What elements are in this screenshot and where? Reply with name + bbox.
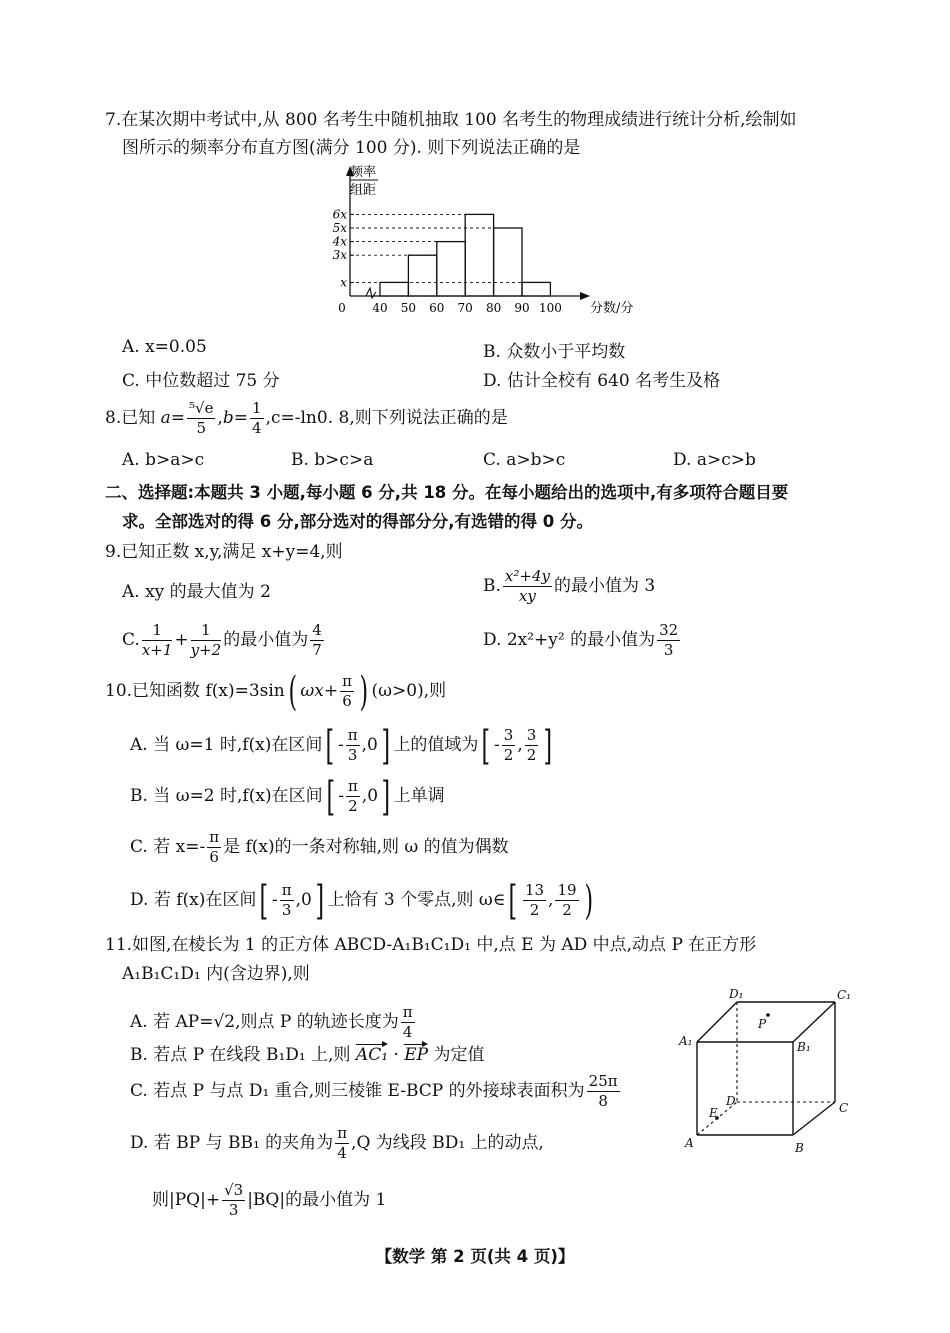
- q9-option-b: B. $\frac{\text{x²+4y}}{xy}$ 的最小值为 3: [483, 567, 656, 605]
- cube-label-c: C: [839, 1101, 849, 1115]
- x-tick-label-50: 50: [400, 301, 417, 315]
- x-tick-label-60: 60: [429, 301, 445, 315]
- page-footer: 【数学 第 2 页(共 4 页)】: [375, 1247, 575, 1266]
- q8-stem: 8.已知 a= $\frac{\text{⁵√e}}{5}$ ,b= $\frac{1}{4}$ ,c=-ln0. 8,则下列说法正确的是: [105, 399, 508, 437]
- cube-edge-a1d1: [697, 1002, 737, 1042]
- cube-label-d: D: [726, 1094, 736, 1108]
- q8-lead: 8.已知: [105, 408, 156, 428]
- y-tick-label-6x: 6x: [332, 207, 347, 222]
- y-tick-label-3x: 3x: [332, 248, 347, 263]
- q11-stem-line1: 11.如图,在棱长为 1 的正方体 ABCD-A₁B₁C₁D₁ 中,点 E 为 AD 中点,动点 P 在正方形: [105, 935, 757, 955]
- x-tick-label-0: 0: [338, 301, 346, 315]
- cube-label-b: B: [795, 1141, 804, 1155]
- cube-label-d1: D₁: [729, 987, 744, 1001]
- y-axis-label-denominator: 组距: [350, 183, 377, 198]
- q10-stem: 10.已知函数 f(x)=3sin( ωx+ $\frac{\pi}{6}$ ) (ω>0),则: [105, 668, 447, 715]
- q7-option-d: D. 估计全校有 640 名考生及格: [483, 371, 721, 391]
- x-tick-label-70: 70: [457, 301, 473, 315]
- cube-label-e: E: [709, 1106, 718, 1120]
- x-tick-label-100: 100: [538, 301, 562, 315]
- x-tick-label-40: 40: [372, 301, 388, 315]
- q10-option-b: B. 当 ω=2 时,f(x)在区间[ - $\frac{\pi}{2}$ ,0] 上单调: [130, 773, 445, 820]
- q7-stem-line1: 7.在某次期中考试中,从 800 名考生中随机抽取 100 名考生的物理成绩进行统计分析,绘制如: [105, 110, 797, 130]
- q8-option-a: A. b>a>c: [122, 450, 205, 470]
- histogram-bar-40-50: [380, 282, 408, 296]
- histogram-bar-50-60: [408, 255, 436, 296]
- q9-option-a: A. xy 的最大值为 2: [122, 582, 271, 602]
- cube-figure: [675, 985, 860, 1160]
- cube-label-a1: A₁: [679, 1034, 693, 1048]
- q11-stem-line2: A₁B₁C₁D₁ 内(含边界),则: [122, 964, 310, 984]
- q8-b-denominator: 4: [252, 419, 262, 437]
- section2-heading-line2: 求。全部选对的得 6 分,部分选对的得部分分,有选错的得 0 分。: [122, 512, 593, 531]
- y-tick-label-1x: x: [340, 275, 347, 290]
- y-tick-label-5x: 5x: [332, 221, 347, 235]
- q8-b-numerator: 1: [252, 399, 262, 417]
- q11-option-a: A. 若 AP=√2,则点 P 的轨迹长度为 $\frac{\pi}{4}$: [130, 1003, 413, 1041]
- cube-edge-bc: [793, 1102, 835, 1135]
- q7-option-c: C. 中位数超过 75 分: [122, 371, 280, 391]
- cube-label-p: P: [758, 1017, 767, 1031]
- section2-heading-line1: 二、选择题:本题共 3 小题,每小题 6 分,共 18 分。在每小题给出的选项中,有多项符合题目要: [105, 483, 789, 502]
- q10-option-a: A. 当 ω=1 时,f(x)在区间[ - $\frac{\pi}{3}$ ,0] 上的值域为[ - $\frac{3}{2}$ , $\frac{3}{2}$ ]: [130, 722, 553, 769]
- histogram-tick-labels: [332, 207, 562, 315]
- q10-option-d: D. 若 f(x)在区间[ - $\frac{\pi}{3}$ ,0] 上恰有 3 个零点,则 ω∈[ $\frac{13}{2}$ , $\frac{19}{2}$ ): [130, 877, 593, 924]
- q8-a-numerator: ⁵√e: [189, 399, 214, 417]
- cube-point-p: [766, 1013, 770, 1017]
- frequency-histogram: [328, 160, 658, 330]
- x-axis-arrow: [580, 292, 590, 300]
- q11-option-b: B. 若点 P 在线段 B₁D₁ 上,则 AC₁ · EP 为定值: [130, 1045, 485, 1065]
- histogram-bar-80-90: [494, 228, 522, 296]
- histogram-bar-70-80: [465, 214, 493, 296]
- histogram-bar-90-100: [522, 282, 550, 296]
- x-axis-label: 分数/分: [590, 301, 634, 316]
- q7-option-a: A. x=0.05: [122, 337, 207, 357]
- q10-option-c: C. 若 x=- $\frac{\pi}{6}$ 是 f(x)的一条对称轴,则 ω 的值为偶数: [130, 828, 509, 866]
- y-axis-label-numerator: 频率: [350, 165, 377, 180]
- q9-stem: 9.已知正数 x,y,满足 x+y=4,则: [105, 542, 343, 562]
- q7-option-b: B. 众数小于平均数: [483, 342, 626, 362]
- cube-edge-b1c1: [793, 1002, 835, 1042]
- x-tick-label-80: 80: [485, 301, 502, 315]
- q9-option-d: D. 2x²+y² 的最小值为 $\frac{32}{3}$: [483, 621, 679, 659]
- cube-label-c1: C₁: [837, 988, 851, 1002]
- histogram-axes: [346, 166, 590, 300]
- cube-label-b1: B₁: [797, 1040, 811, 1054]
- q11-option-d-line2: 则|PQ|+ $\frac{√3}{3}$ |BQ|的最小值为 1: [152, 1181, 387, 1219]
- cube-label-a: A: [685, 1136, 694, 1150]
- q8-option-d: D. a>c>b: [673, 450, 756, 470]
- y-tick-label-4x: 4x: [332, 234, 347, 249]
- x-tick-label-90: 90: [514, 301, 530, 315]
- q8-option-c: C. a>b>c: [483, 450, 566, 470]
- histogram-bar-60-70: [437, 242, 465, 296]
- q8-tail: ,c=-ln0. 8,则下列说法正确的是: [265, 408, 508, 428]
- q11-option-c: C. 若点 P 与点 D₁ 重合,则三棱锥 E-BCP 的外接球表面积为 $\frac{25\pi}{8}$: [130, 1072, 618, 1110]
- q7-stem-line2: 图所示的频率分布直方图(满分 100 分). 则下列说法正确的是: [122, 138, 581, 158]
- q8-option-b: B. b>c>a: [291, 450, 374, 470]
- q11-option-d: D. 若 BP 与 BB₁ 的夹角为 $\frac{\pi}{4}$ ,Q 为线段 BD₁ 上的动点,: [130, 1124, 544, 1162]
- q9-option-c: C. $\frac{1}{x+1}$ + $\frac{1}{y+2}$ 的最小值为 $\frac{4}{7}$: [122, 621, 322, 659]
- q8-a-denominator: 5: [196, 419, 207, 437]
